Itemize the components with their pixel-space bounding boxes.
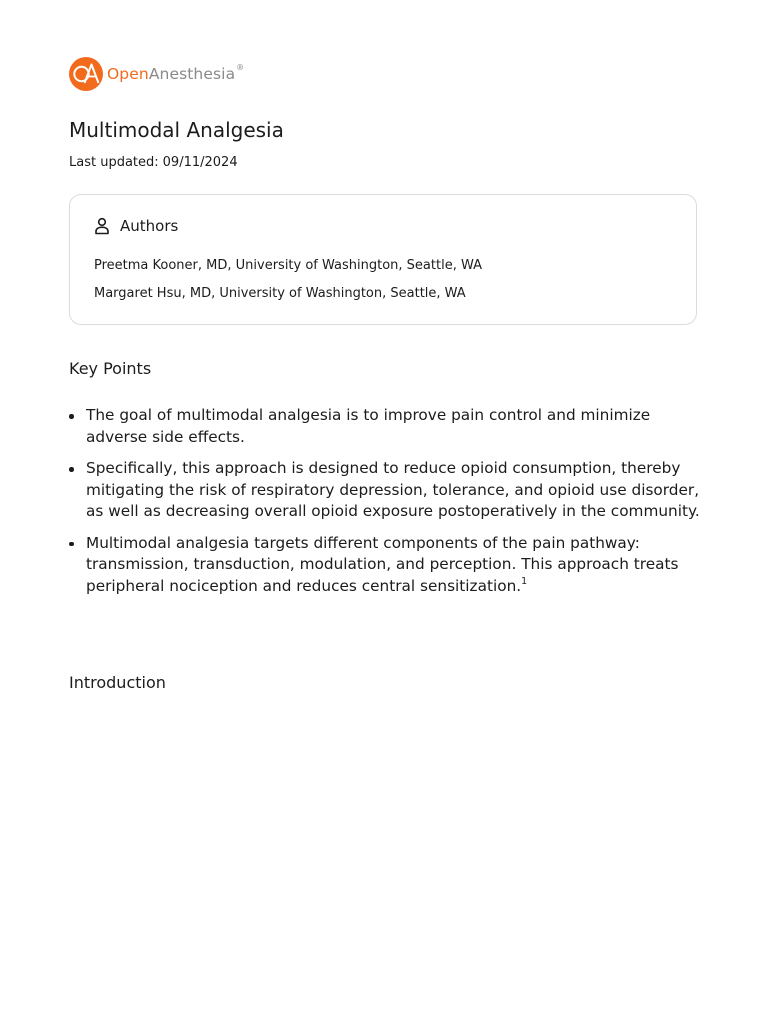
oa-monogram-icon xyxy=(69,57,103,91)
bullet-icon xyxy=(69,542,74,547)
introduction-heading: Introduction xyxy=(69,673,166,692)
authors-heading: Authors xyxy=(120,217,179,235)
person-icon xyxy=(94,217,110,235)
key-point-item xyxy=(69,533,701,598)
reference-link[interactable]: 1 xyxy=(521,575,528,587)
author-item: Margaret Hsu, MD, University of Washington, Seattle, WA xyxy=(94,286,466,301)
authors-header xyxy=(94,217,178,235)
logo-wordmark xyxy=(107,65,244,83)
oa-logo-mark xyxy=(69,57,103,91)
key-point-text: The goal of multimodal analgesia is to improve pain control and minimize adverse side effects. xyxy=(86,406,651,446)
logo-open-text: Open xyxy=(107,65,149,83)
last-updated-label: Last updated: xyxy=(69,155,159,170)
authors-card xyxy=(69,194,697,325)
key-point-text: Specifically, this approach is designed to reduce opioid consumption, thereby mitigating the risk of respiratory depression, tolerance, and opioid use disorder, as well as decreasing overall opioid exposure postoperatively in the community. xyxy=(86,459,700,520)
key-points-list xyxy=(69,405,701,607)
key-points-heading: Key Points xyxy=(69,359,152,378)
author-item: Preetma Kooner, MD, University of Washington, Seattle, WA xyxy=(94,258,483,273)
key-point-item xyxy=(69,405,701,448)
logo-anesthesia-text: Anesthesia xyxy=(148,65,236,83)
key-point-item xyxy=(69,458,701,523)
last-updated-date: 09/11/2024 xyxy=(162,155,238,170)
registered-mark: ® xyxy=(236,63,245,72)
bullet-icon xyxy=(69,414,74,419)
bullet-icon xyxy=(69,467,74,472)
key-point-text: Multimodal analgesia targets different components of the pain pathway: transmission, transduction, modulation, and perception. This approach treats peripheral nociception and reduces central sensitization. xyxy=(86,533,679,595)
page-title: Multimodal Analgesia xyxy=(69,118,284,142)
openanesthesia-logo[interactable] xyxy=(69,57,244,91)
last-updated xyxy=(69,155,238,170)
